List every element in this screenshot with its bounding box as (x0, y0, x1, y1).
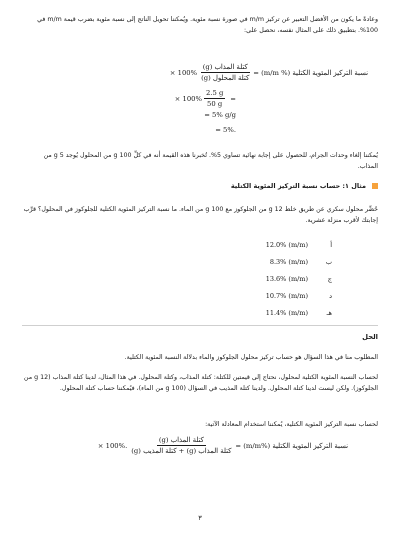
option-letter: د (329, 292, 332, 300)
option-letter: هـ (326, 309, 332, 317)
option-letter: أ (330, 241, 332, 249)
equation1-factor: × 100% (169, 68, 198, 77)
solution-paragraph-1: المطلوب منا في هذا السؤال هو حساب تركيز محلول الجلوكوز والماء بدلالة النسبة المئوية الكتلية. (124, 354, 378, 361)
option-b[interactable] (270, 258, 332, 266)
equation2-fraction (204, 89, 225, 108)
intro-paragraph: وعادةً ما يكون من الأفضل التعبير عن تركيز m/m في صورة نسبة مئوية. ويُمكننا تحويل الناتج إلى نسبة مئوية بضرب قيمة m/m في 100%. بتطبيق ذلك على المثال نفسه، نحصل على: (37, 16, 378, 34)
equation1-lhs: نسبة التركيز المئوية الكتلية (% m/m) = (253, 68, 368, 77)
option-value: 12.0% (m/m) (265, 241, 308, 249)
section-divider (22, 325, 378, 326)
equation1-numerator: كتلة المذاب (g) (202, 63, 248, 71)
option-value: 11.4% (m/m) (265, 309, 308, 317)
equation1-denominator: كتلة المحلول (g) (201, 74, 250, 82)
solution-equation-factor: × 100%. (97, 441, 128, 450)
option-d[interactable] (266, 292, 332, 300)
equation2-numerator: 2.5 g (205, 89, 224, 97)
equation2-denominator: 50 g (207, 100, 223, 108)
option-letter: ب (325, 258, 332, 266)
option-c[interactable] (266, 275, 332, 283)
final-result: = 5%. (215, 126, 236, 134)
units-paragraph: يُمكننا إلغاء وحدات الجرام، للحصول على إجابة نهائية تساوي 5%. تُخبرنا هذه القيمة أنه في كلِّ 100 g من المحلول يُوجد 5 g من المذاب. (43, 152, 378, 170)
solution-paragraph-2: لحساب النسبة المئوية الكتلية لمحلول، نحتاج إلى قيمتين للكتلة: كتلة المذاب، وكتلة المحلول. في هذا المثال، لدينا كتلة المذاب (12 g من الجلوكوز). ولكن ليست لدينا كتلة المحلول. ولدينا كتلة المذيب في السؤال (100 g من الماء)، فيُمكننا حساب كتلة المحلول. (23, 374, 378, 392)
equation2-equals: = (230, 94, 236, 103)
example-heading (231, 182, 378, 190)
solution-equation-denominator: كتلة المذاب (g) + كتلة المذيب (g) (131, 447, 232, 455)
solution-equation (98, 436, 348, 455)
solution-paragraph-3: لحساب نسبة التركيز المئوية الكتلية، يُمكننا استخدام المعادلة الآتية: (205, 421, 378, 428)
solution-equation-fraction (129, 436, 233, 455)
option-value: 10.7% (m/m) (265, 292, 308, 300)
example-title: مثال ١: حساب نسبة التركيز المئوية الكتلية (230, 182, 366, 190)
solution-heading: الحل (362, 333, 378, 341)
option-value: 13.6% (m/m) (265, 275, 308, 283)
page-number: ٣ (198, 514, 202, 522)
mass-percent-equation (170, 63, 368, 82)
solution-equation-numerator: كتلة المذاب (g) (158, 436, 204, 444)
solution-equation-lhs: نسبة التركيز المئوية الكتلية (%m/m) = (235, 441, 348, 450)
option-a[interactable] (266, 241, 332, 249)
equation1-fraction (199, 63, 251, 82)
result-equation: = 5% g/g (204, 111, 236, 119)
substitution-equation (175, 89, 236, 108)
option-value: 8.3% (m/m) (269, 258, 308, 266)
option-e[interactable] (266, 309, 332, 317)
example-question: حُضِّر محلول سكري عن طريق خلط 12 g من الجلوكوز مع 100 g من الماء. ما نسبة التركيز المئوية الكتلية للجلوكوز في المحلول؟ قرِّب إجابتك لأقرب منزلة عشرية. (23, 206, 378, 224)
equation2-factor: × 100% (174, 94, 202, 103)
option-letter: ج (327, 275, 332, 283)
orange-square-icon (372, 183, 378, 189)
